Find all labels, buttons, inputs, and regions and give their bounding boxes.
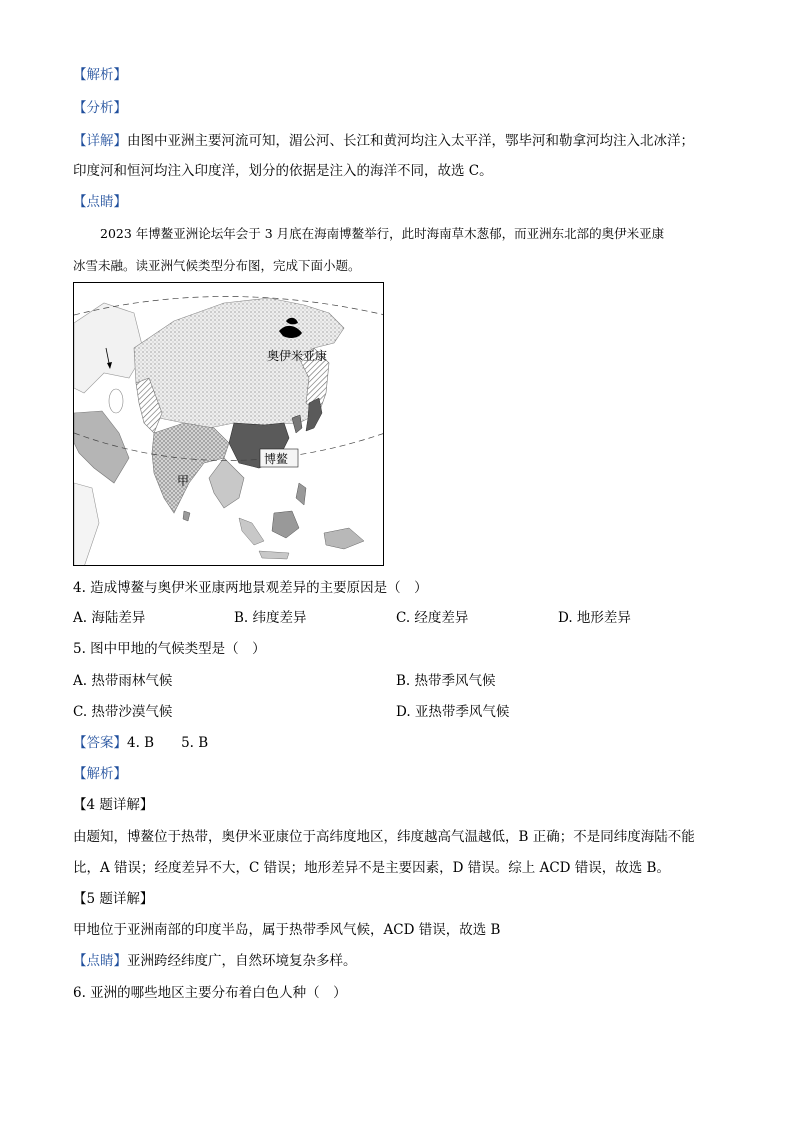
answer-tag: 【答案】 <box>73 735 127 751</box>
map-label-boao: 博鳌 <box>264 452 289 466</box>
q5-stem: 5. 图中甲地的气候类型是（ ） <box>73 641 266 657</box>
sumatra <box>239 518 264 545</box>
caspian-sea <box>109 389 123 413</box>
europe-land <box>74 303 144 393</box>
arabia-land <box>74 411 129 483</box>
q5-option-c[interactable]: C. 热带沙漠气候 <box>73 704 173 720</box>
xiangjie-line-2: 印度河和恒河均注入印度洋，划分的依据是注入的海洋不同，故选 C。 <box>73 163 493 179</box>
q4-option-b[interactable]: B. 纬度差异 <box>234 610 307 626</box>
map-svg <box>74 283 384 566</box>
q5-detail-line-1: 甲地位于亚洲南部的印度半岛，属于热带季风气候，ACD 错误，故选 B <box>73 922 501 938</box>
asia-climate-map <box>73 282 384 566</box>
xiangjie-text-1: 由图中亚洲主要河流可知，湄公河、长江和黄河均注入太平洋，鄂毕河和勒拿河均注入北冰洋； <box>127 133 694 149</box>
q6-stem: 6. 亚洲的哪些地区主要分布着白色人种（ ） <box>73 985 347 1001</box>
q4-detail-line-1: 由题知，博鳌位于热带，奥伊米亚康位于高纬度地区，纬度越高气温越低，B 正确；不是同纬度海陆不能 <box>73 829 695 845</box>
answer-text: 4. B 5. B <box>127 735 209 751</box>
dianjing-tag: 【点睛】 <box>73 953 127 969</box>
section-fenxi: 【分析】 <box>73 100 127 116</box>
sri-lanka <box>183 511 190 521</box>
map-label-jia: 甲 <box>177 474 190 488</box>
q4-stem: 4. 造成博鳌与奥伊米亚康两地景观差异的主要原因是（ ） <box>73 580 428 596</box>
dianjing-line <box>73 952 357 970</box>
q5-option-b[interactable]: B. 热带季风气候 <box>396 673 496 689</box>
map-label-oymyakon: 奥伊米亚康 <box>267 349 328 363</box>
q4-detail-tag: 【4 题详解】 <box>73 797 154 813</box>
q5-detail-tag: 【5 题详解】 <box>73 891 154 907</box>
africa-land <box>74 483 99 566</box>
section-dianjing: 【点睛】 <box>73 194 127 210</box>
xiangjie-line-1 <box>73 132 694 150</box>
q4-option-c[interactable]: C. 经度差异 <box>396 610 469 626</box>
answer-line <box>73 734 208 752</box>
philippines <box>296 483 306 505</box>
se-asia-land <box>209 458 244 508</box>
intro-line-1: 2023 年博鳌亚洲论坛年会于 3 月底在海南博鳌举行，此时海南草木葱郁，而亚洲东北部的奥伊米亚康 <box>100 226 665 241</box>
borneo <box>272 511 299 538</box>
section-xiangjie: 【详解】 <box>73 133 127 149</box>
q5-option-d[interactable]: D. 亚热带季风气候 <box>396 704 510 720</box>
new-guinea <box>324 528 364 549</box>
section-jiexi: 【解析】 <box>73 67 127 83</box>
korea <box>292 415 302 433</box>
q4-option-a[interactable]: A. 海陆差异 <box>73 610 146 626</box>
q4-detail-line-2: 比，A 错误；经度差异不大，C 错误；地形差异不是主要因素，D 错误。综上 ACD 错误，故选 B。 <box>73 860 670 876</box>
analysis-jiexi: 【解析】 <box>73 766 127 782</box>
intro-line-2: 冰雪未融。读亚洲气候类型分布图，完成下面小题。 <box>73 258 361 273</box>
q5-option-a[interactable]: A. 热带雨林气候 <box>73 673 173 689</box>
dianjing-text: 亚洲跨经纬度广，自然环境复杂多样。 <box>127 953 357 969</box>
q4-option-d[interactable]: D. 地形差异 <box>558 610 631 626</box>
java <box>259 551 289 559</box>
